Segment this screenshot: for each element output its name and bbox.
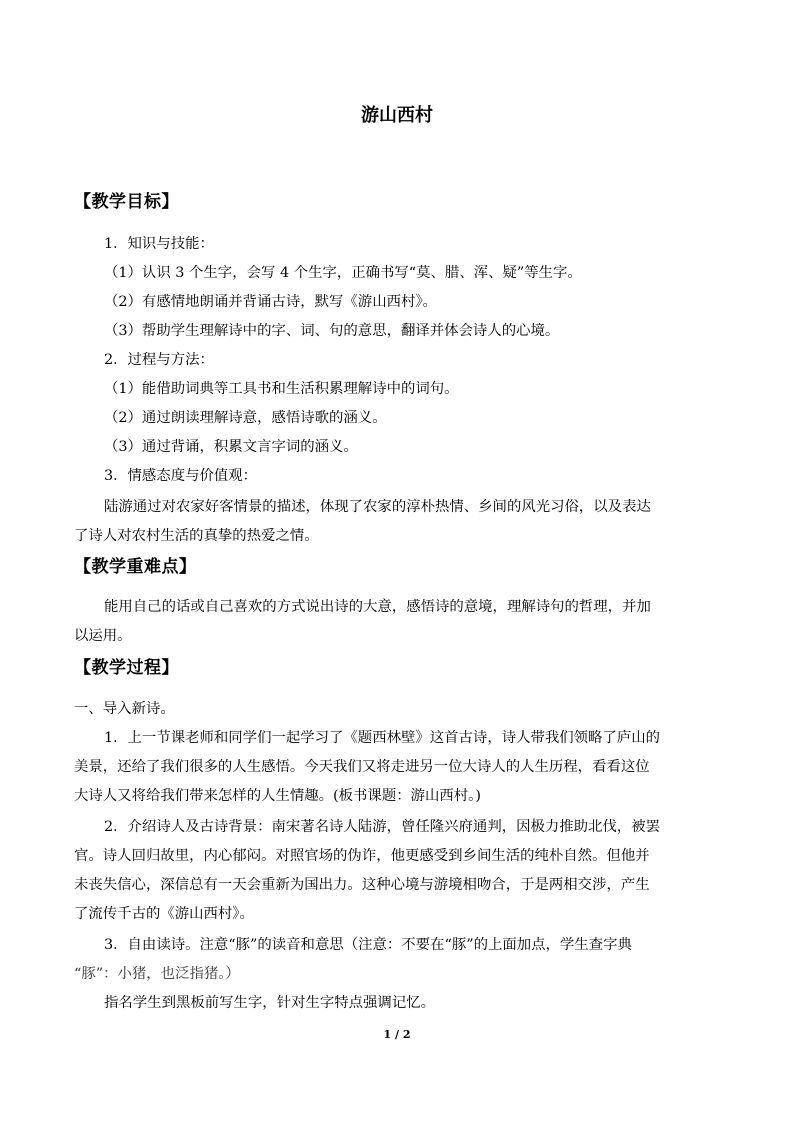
objectives-line: 3．情感态度与价值观： (104, 468, 258, 484)
section-heading-process: 【教学过程】 (74, 658, 179, 678)
key-points-line: 能用自己的话或自己喜欢的方式说出诗的大意，感悟诗的意境，理解诗句的哲理，并加 (104, 599, 651, 615)
process-line: 2．介绍诗人及古诗背景：南宋著名诗人陆游，曾任隆兴府通判，因极力推助北伐，被罢 (104, 819, 661, 835)
objectives-line: 陆游通过对农家好客情景的描述，体现了农家的淳朴热情、乡间的风光习俗，以及表达 (104, 499, 651, 515)
process-line: 大诗人又将给我们带来怎样的人生情趣。(板书课题：游山西村。) (74, 788, 481, 804)
document-title: 游山西村 (361, 105, 433, 126)
objectives-line: （3）帮助学生理解诗中的字、词、句的意思，翻译并体会诗人的心境。 (104, 323, 560, 339)
process-line: 美景，还给了我们很多的人生感悟。今天我们又将走进另一位大诗人的人生历程，看看这位 (74, 759, 650, 775)
objectives-line: （1）能借助词典等工具书和生活积累理解诗中的词句。 (104, 381, 459, 397)
section-heading-objectives: 【教学目标】 (74, 192, 179, 212)
process-line: 指名学生到黑板前写生字，针对生字特点强调记忆。 (104, 995, 435, 1011)
objectives-line: （1）认识 3 个生字，会写 4 个生字，正确书写“莫、腊、浑、疑”等生字。 (104, 265, 582, 281)
page-number: 1 / 2 (383, 1028, 411, 1041)
key-points-line: 以运用。 (74, 628, 132, 644)
process-line: 1．上一节课老师和同学们一起学习了《题西林壁》这首古诗，诗人带我们领略了庐山的 (104, 730, 661, 746)
objectives-line: （3）通过背诵，积累文言字词的涵义。 (104, 439, 358, 455)
objectives-line: （2）通过朗读理解诗意，感悟诗歌的涵义。 (104, 410, 387, 426)
process-line: 3．自由读诗。注意“豚”的读音和意思（注意：不要在“豚”的上面加点，学生查字典 (104, 937, 632, 953)
process-line: 官。诗人回归故里，内心郁闷。对照官场的伪诈，他更感受到乡间生活的纯朴自然。但他并 (74, 848, 650, 864)
objectives-line: 1．知识与技能： (104, 236, 214, 252)
section-heading-key-points: 【教学重难点】 (74, 557, 197, 577)
process-line: “豚”：小猪，也泛指猪。） (74, 966, 240, 982)
process-line: 一、导入新诗。 (74, 701, 175, 717)
objectives-line: 了诗人对农村生活的真挚的热爱之情。 (74, 528, 319, 544)
objectives-line: 2．过程与方法： (104, 352, 214, 368)
process-line: 未丧失信心，深信总有一天会重新为国出力。这种心境与游境相吻合，于是两相交涉，产生 (74, 877, 650, 893)
objectives-line: （2）有感情地朗诵并背诵古诗，默写《游山西村》。 (104, 294, 437, 310)
process-line: 了流传千古的《游山西村》。 (74, 906, 254, 922)
